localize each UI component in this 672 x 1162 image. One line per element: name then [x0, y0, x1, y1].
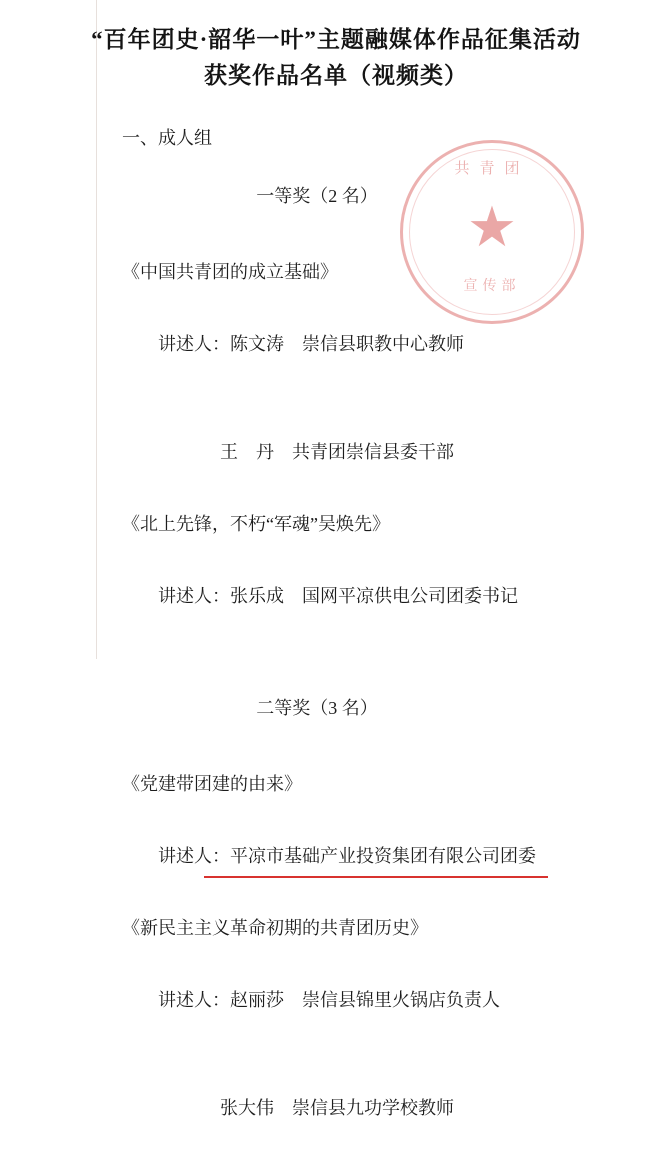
presenter-row: [122, 1054, 632, 1162]
title-line-1: “百年团史·韶华一叶”主题融媒体作品征集活动: [91, 27, 581, 52]
section-heading-adult-group: 一、成人组: [122, 128, 212, 148]
seal-top-text: 共青团: [454, 161, 530, 177]
presenter-name: 张大伟: [220, 1098, 274, 1118]
presenter-org: 国网平凉供电公司团委书记: [302, 586, 518, 606]
presenter-name: 赵丽莎: [230, 990, 284, 1010]
presenter-org: 崇信县九功学校教师: [292, 1098, 454, 1118]
document-body: [0, 120, 672, 1162]
presenter-row: [122, 398, 632, 506]
presenter-label: 讲述人：: [158, 990, 230, 1010]
presenter-label: 讲述人：: [158, 846, 230, 866]
title-line-2: 获奖作品名单（视频类）: [204, 63, 468, 88]
work-title: 《党建带团建的由来》: [122, 774, 302, 794]
presenter-org: 崇信县职教中心教师: [302, 334, 464, 354]
presenter-name: 王 丹: [220, 442, 274, 462]
presenter-label: 讲述人：: [158, 334, 230, 354]
presenter-name: 平凉市基础产业投资集团有限公司团委: [230, 838, 536, 874]
seal-star-icon: ★: [466, 197, 518, 260]
work-title: 《新民主主义革命初期的共青团历史》: [122, 918, 428, 938]
document-title: [0, 0, 672, 94]
seal-bottom-text: 宣传部: [463, 279, 521, 294]
award-rank-second: 二等奖（3 名）: [256, 698, 378, 718]
presenter-name: 陈文涛: [230, 334, 284, 354]
presenter-org: 共青团崇信县委干部: [292, 442, 454, 462]
presenter-row-highlighted: [122, 802, 632, 910]
presenter-label: 讲述人：: [158, 586, 230, 606]
presenter-org: 崇信县锦里火锅店负责人: [302, 990, 500, 1010]
presenter-row: [122, 290, 632, 398]
presenter-name: 张乐成: [230, 586, 284, 606]
presenter-row: [122, 542, 632, 650]
work-title: 《中国共青团的成立基础》: [122, 262, 338, 282]
award-rank-first: 一等奖（2 名）: [256, 186, 378, 206]
presenter-row: [122, 946, 632, 1054]
work-title: 《北上先锋，不朽“军魂”吴焕先》: [122, 514, 390, 534]
